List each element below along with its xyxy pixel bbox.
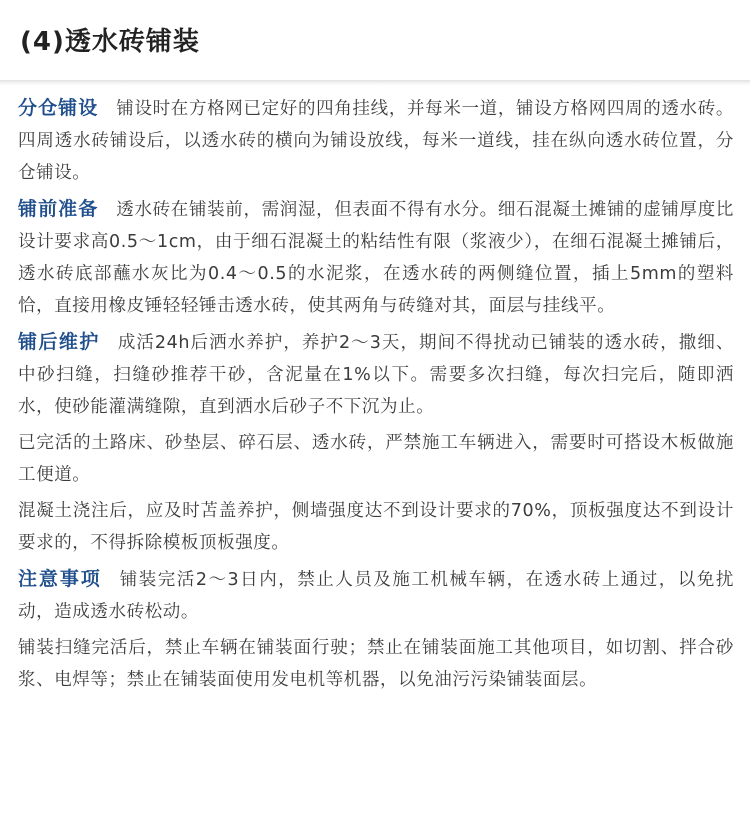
- section-text: 成活24h后洒水养护，养护2～3天，期间不得扰动已铺装的透水砖，撒细、中砂扫缝，扫缝砂推荐干砂，含泥量在1%以下。需要多次扫缝，每次扫完后，随即洒水，使砂能灌满缝隙，直到洒水后砂子不下沉为止。: [18, 333, 734, 417]
- page-title: (4)透水砖铺装: [20, 27, 200, 57]
- title-divider: [0, 80, 750, 86]
- section-heading: 铺后维护: [18, 331, 100, 353]
- article-body: [18, 92, 734, 700]
- section-zhuyi: [18, 563, 734, 628]
- section-text: 铺装完活2～3日内，禁止人员及施工机械车辆，在透水砖上通过，以免扰动，造成透水砖松动。: [18, 570, 734, 622]
- section-puqian: [18, 193, 734, 322]
- paragraph: 已完活的土路床、砂垫层、碎石层、透水砖，严禁施工车辆进入，需要时可搭设木板做施工便道。: [18, 433, 734, 485]
- section-puhou: [18, 326, 734, 423]
- title-bar: [0, 0, 750, 84]
- paragraph: 铺装扫缝完活后，禁止车辆在铺装面行驶；禁止在铺装面施工其他项目，如切割、拌合砂浆、电焊等；禁止在铺装面使用发电机等机器，以免油污污染铺装面层。: [18, 638, 734, 690]
- section-heading: 分仓铺设: [18, 97, 99, 119]
- section-text: 透水砖在铺装前，需润湿，但表面不得有水分。细石混凝土摊铺的虚铺厚度比设计要求高0.5～1cm，由于细石混凝土的粘结性有限（浆液少），在细石混凝土摊铺后，透水砖底部蘸水灰比为0.4～0.5的水泥浆，在透水砖的两侧缝位置，插上5mm的塑料恰，直接用橡皮锤轻轻锤击透水砖，使其两角与砖缝对其，面层与挂线平。: [18, 200, 734, 316]
- section-heading: 注意事项: [18, 568, 102, 590]
- section-text: 铺设时在方格网已定好的四角挂线，并每米一道，铺设方格网四周的透水砖。四周透水砖铺设后，以透水砖的横向为铺设放线，每米一道线，挂在纵向透水砖位置，分仓铺设。: [18, 99, 734, 183]
- section-heading: 铺前准备: [18, 198, 99, 220]
- section-fencang: [18, 92, 734, 189]
- paragraph: 混凝土浇注后，应及时苫盖养护，侧墙强度达不到设计要求的70%，顶板强度达不到设计要求的，不得拆除模板顶板强度。: [18, 501, 734, 553]
